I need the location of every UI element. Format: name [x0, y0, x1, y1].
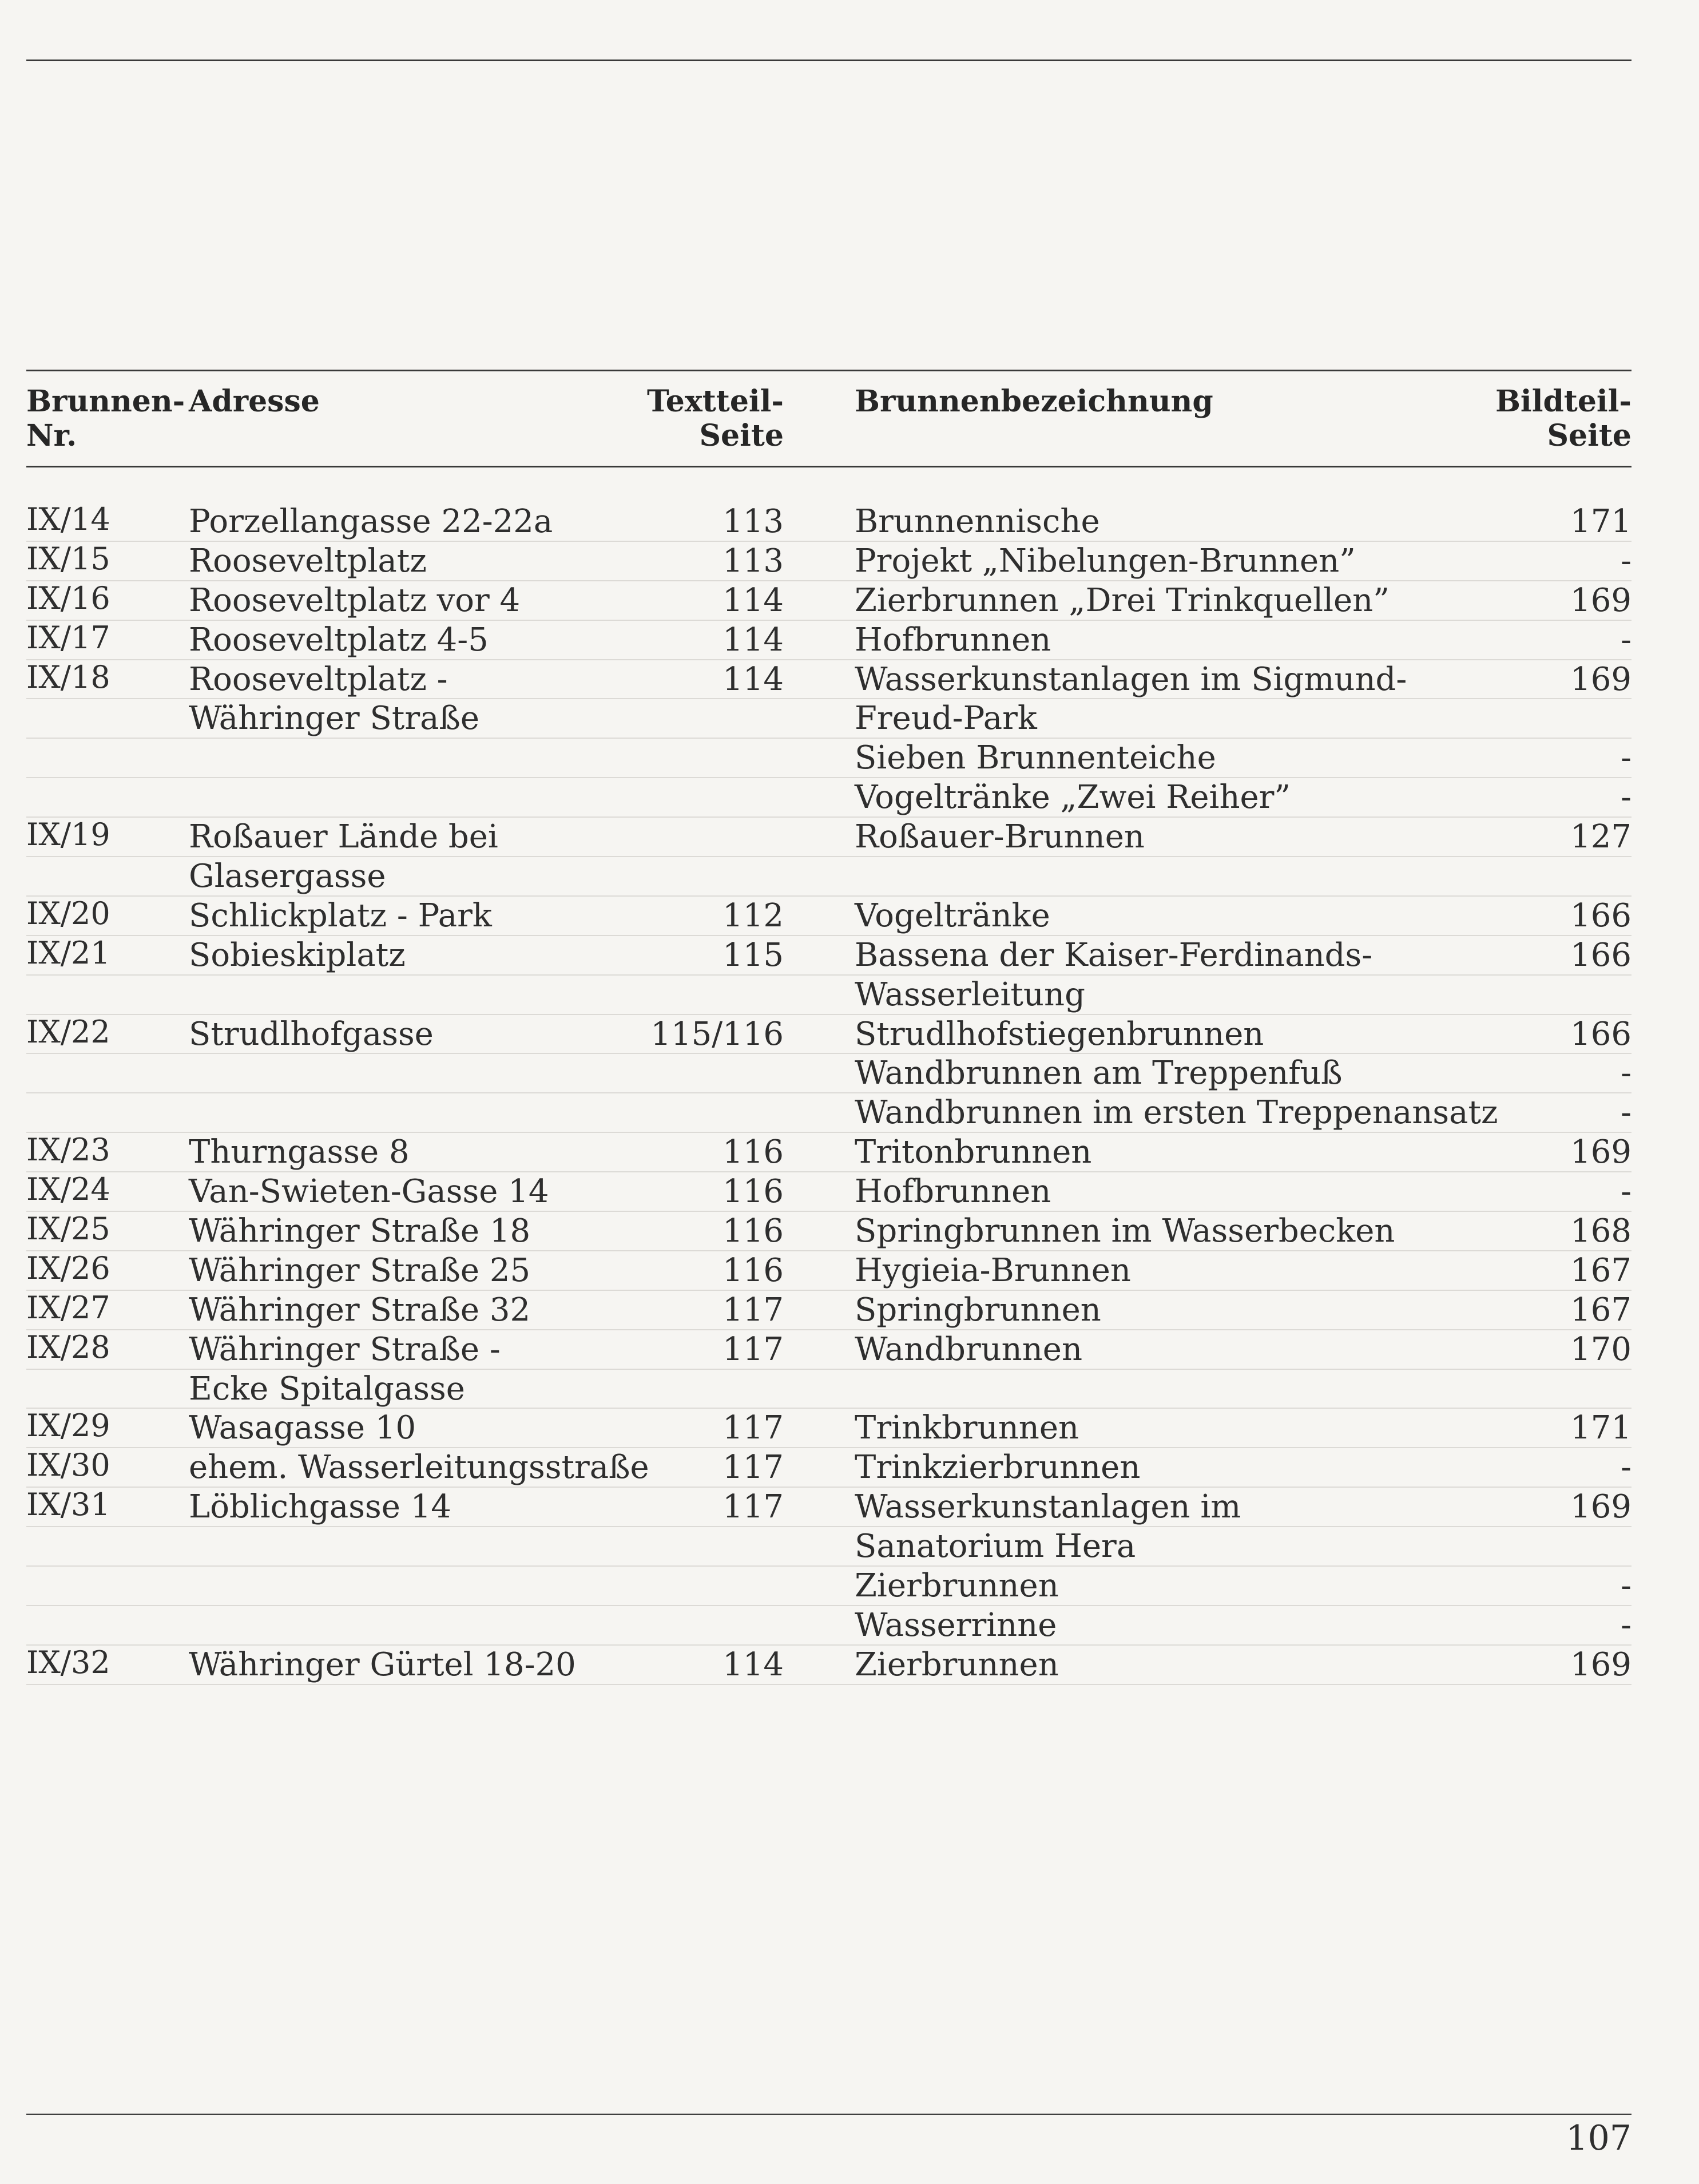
image-page: -	[1621, 1567, 1631, 1605]
header-address: Adresse	[189, 384, 320, 419]
text-page: 114	[723, 581, 784, 619]
fountain-name: Tritonbrunnen	[855, 1133, 1092, 1171]
fountain-number: IX/28	[26, 1329, 110, 1365]
table-row	[26, 1093, 1631, 1133]
fountain-number: IX/29	[26, 1408, 110, 1444]
fountain-number: IX/21	[26, 934, 110, 971]
image-page: -	[1621, 1055, 1631, 1092]
address: Löblichgasse 14	[189, 1488, 451, 1526]
table-row	[26, 581, 1631, 621]
fountain-name: Wandbrunnen im ersten Treppenansatz	[855, 1094, 1498, 1132]
image-page: -	[1621, 1094, 1631, 1132]
table-row	[26, 936, 1631, 976]
table-row	[26, 1488, 1631, 1527]
image-page: 169	[1570, 1133, 1631, 1171]
image-page: -	[1621, 621, 1631, 659]
table-row	[26, 976, 1631, 1015]
fountain-name: Wasserkunstanlagen im Sigmund-	[855, 660, 1407, 698]
fountain-table	[26, 502, 1631, 1685]
fountain-name: Zierbrunnen	[855, 1646, 1059, 1683]
text-page: 112	[723, 897, 784, 934]
table-row	[26, 660, 1631, 700]
image-page: 167	[1570, 1251, 1631, 1289]
address: Rooseveltplatz 4-5	[189, 621, 489, 659]
image-page: 169	[1570, 1488, 1631, 1526]
fountain-name: Zierbrunnen „Drei Trinkquellen”	[855, 581, 1390, 619]
fountain-name: Vogeltränke „Zwei Reiher”	[855, 779, 1291, 816]
image-page: 171	[1570, 1409, 1631, 1447]
address: Währinger Straße 25	[189, 1251, 531, 1289]
image-page: 166	[1570, 897, 1631, 934]
header-top-rule	[26, 370, 1631, 371]
text-page: 114	[723, 660, 784, 698]
table-row	[26, 621, 1631, 660]
fountain-number: IX/15	[26, 540, 110, 577]
top-rule	[26, 60, 1631, 61]
page-number: 107	[1566, 2118, 1631, 2158]
address: Rooseveltplatz	[189, 542, 427, 580]
image-page: 168	[1570, 1212, 1631, 1250]
fountain-name: Bassena der Kaiser-Ferdinands-	[855, 936, 1373, 974]
table-row	[26, 1527, 1631, 1567]
address: Porzellangasse 22-22a	[189, 503, 553, 540]
fountain-name: Hygieia-Brunnen	[855, 1251, 1131, 1289]
address: Währinger Straße -	[189, 1330, 501, 1368]
fountain-number: IX/16	[26, 580, 110, 616]
fountain-name: Sieben Brunnenteiche	[855, 739, 1216, 777]
header-nr: Brunnen- Nr.	[26, 384, 185, 453]
fountain-number: IX/23	[26, 1132, 110, 1168]
text-page: 116	[723, 1133, 784, 1171]
image-page: -	[1621, 542, 1631, 580]
fountain-number: IX/18	[26, 659, 110, 695]
image-page: -	[1621, 779, 1631, 816]
image-page: 167	[1570, 1291, 1631, 1329]
table-row	[26, 1448, 1631, 1488]
text-page: 116	[723, 1251, 784, 1289]
address: Glasergasse	[189, 858, 386, 895]
address: Sobieskiplatz	[189, 936, 406, 974]
text-page: 117	[723, 1291, 784, 1329]
table-row	[26, 1251, 1631, 1291]
image-page: -	[1621, 1173, 1631, 1211]
fountain-name: Wandbrunnen	[855, 1330, 1083, 1368]
fountain-name: Zierbrunnen	[855, 1567, 1059, 1605]
fountain-name: Springbrunnen im Wasserbecken	[855, 1212, 1395, 1250]
text-page: 117	[723, 1449, 784, 1487]
fountain-name: Trinkzierbrunnen	[855, 1449, 1141, 1487]
fountain-number: IX/19	[26, 816, 110, 853]
bottom-rule	[26, 2114, 1631, 2115]
address: ehem. Wasserleitungsstraße	[189, 1449, 649, 1487]
text-page: 113	[723, 503, 784, 540]
fountain-name: Freud-Park	[855, 700, 1037, 738]
fountain-name: Wasserkunstanlagen im	[855, 1488, 1241, 1526]
fountain-name: Projekt „Nibelungen-Brunnen”	[855, 542, 1356, 580]
text-page: 117	[723, 1409, 784, 1447]
fountain-name: Wasserrinne	[855, 1606, 1057, 1644]
table-header	[26, 378, 1631, 463]
address: Währinger Straße 18	[189, 1212, 531, 1250]
table-row	[26, 1054, 1631, 1093]
address: Strudlhofgasse	[189, 1015, 434, 1053]
table-row	[26, 818, 1631, 857]
table-row	[26, 1291, 1631, 1330]
fountain-name: Trinkbrunnen	[855, 1409, 1079, 1447]
text-page: 114	[723, 621, 784, 659]
table-row	[26, 857, 1631, 897]
fountain-number: IX/24	[26, 1171, 110, 1208]
fountain-name: Hofbrunnen	[855, 621, 1051, 659]
table-row	[26, 739, 1631, 778]
image-page: 166	[1570, 936, 1631, 974]
fountain-number: IX/30	[26, 1447, 110, 1484]
header-textteil: Textteil- Seite	[646, 384, 784, 453]
address: Wasagasse 10	[189, 1409, 416, 1447]
table-row	[26, 1646, 1631, 1685]
fountain-name: Roßauer-Brunnen	[855, 818, 1145, 856]
text-page: 113	[723, 542, 784, 580]
fountain-number: IX/25	[26, 1211, 110, 1247]
fountain-name: Wasserleitung	[855, 976, 1085, 1013]
address: Währinger Straße 32	[189, 1291, 531, 1329]
header-bottom-rule	[26, 466, 1631, 467]
table-row	[26, 1330, 1631, 1370]
address: Van-Swieten-Gasse 14	[189, 1173, 549, 1211]
text-page: 115	[723, 936, 784, 974]
fountain-number: IX/22	[26, 1013, 110, 1050]
image-page: 170	[1570, 1330, 1631, 1368]
address: Rooseveltplatz vor 4	[189, 581, 521, 619]
image-page: 169	[1570, 660, 1631, 698]
header-name: Brunnenbezeichnung	[855, 384, 1213, 419]
image-page: 166	[1570, 1015, 1631, 1053]
image-page: -	[1621, 739, 1631, 777]
table-row	[26, 1212, 1631, 1251]
text-page: 117	[723, 1488, 784, 1526]
address: Roßauer Lände bei	[189, 818, 498, 856]
fountain-number: IX/20	[26, 895, 110, 932]
table-row	[26, 1172, 1631, 1212]
fountain-number: IX/26	[26, 1250, 110, 1286]
table-row	[26, 1015, 1631, 1055]
table-row	[26, 699, 1631, 739]
image-page: -	[1621, 1606, 1631, 1644]
fountain-name: Hofbrunnen	[855, 1173, 1051, 1211]
table-row	[26, 778, 1631, 818]
table-row	[26, 1606, 1631, 1646]
fountain-name: Strudlhofstiegenbrunnen	[855, 1015, 1264, 1053]
image-page: 127	[1570, 818, 1631, 856]
fountain-number: IX/31	[26, 1487, 110, 1523]
image-page: 169	[1570, 1646, 1631, 1683]
text-page: 115/116	[650, 1015, 784, 1053]
fountain-number: IX/14	[26, 501, 110, 537]
image-page: 169	[1570, 581, 1631, 619]
table-row	[26, 1133, 1631, 1172]
address: Thurngasse 8	[189, 1133, 410, 1171]
address: Schlickplatz - Park	[189, 897, 492, 934]
table-row	[26, 1370, 1631, 1409]
address: Währinger Gürtel 18-20	[189, 1646, 576, 1683]
table-row	[26, 897, 1631, 936]
fountain-number: IX/17	[26, 619, 110, 656]
fountain-number: IX/32	[26, 1644, 110, 1680]
text-page: 114	[723, 1646, 784, 1683]
image-page: -	[1621, 1449, 1631, 1487]
fountain-name: Vogeltränke	[855, 897, 1050, 934]
text-page: 116	[723, 1212, 784, 1250]
address: Währinger Straße	[189, 700, 480, 738]
table-row	[26, 502, 1631, 542]
table-row	[26, 1409, 1631, 1448]
table-row	[26, 1567, 1631, 1606]
address: Rooseveltplatz -	[189, 660, 448, 698]
fountain-name: Springbrunnen	[855, 1291, 1101, 1329]
fountain-name: Sanatorium Hera	[855, 1528, 1136, 1565]
table-row	[26, 542, 1631, 581]
fountain-name: Brunnennische	[855, 503, 1100, 540]
header-bildteil: Bildteil- Seite	[1495, 384, 1631, 453]
fountain-number: IX/27	[26, 1289, 110, 1326]
image-page: 171	[1570, 503, 1631, 540]
address: Ecke Spitalgasse	[189, 1370, 465, 1408]
text-page: 117	[723, 1330, 784, 1368]
fountain-name: Wandbrunnen am Treppenfuß	[855, 1055, 1343, 1092]
text-page: 116	[723, 1173, 784, 1211]
